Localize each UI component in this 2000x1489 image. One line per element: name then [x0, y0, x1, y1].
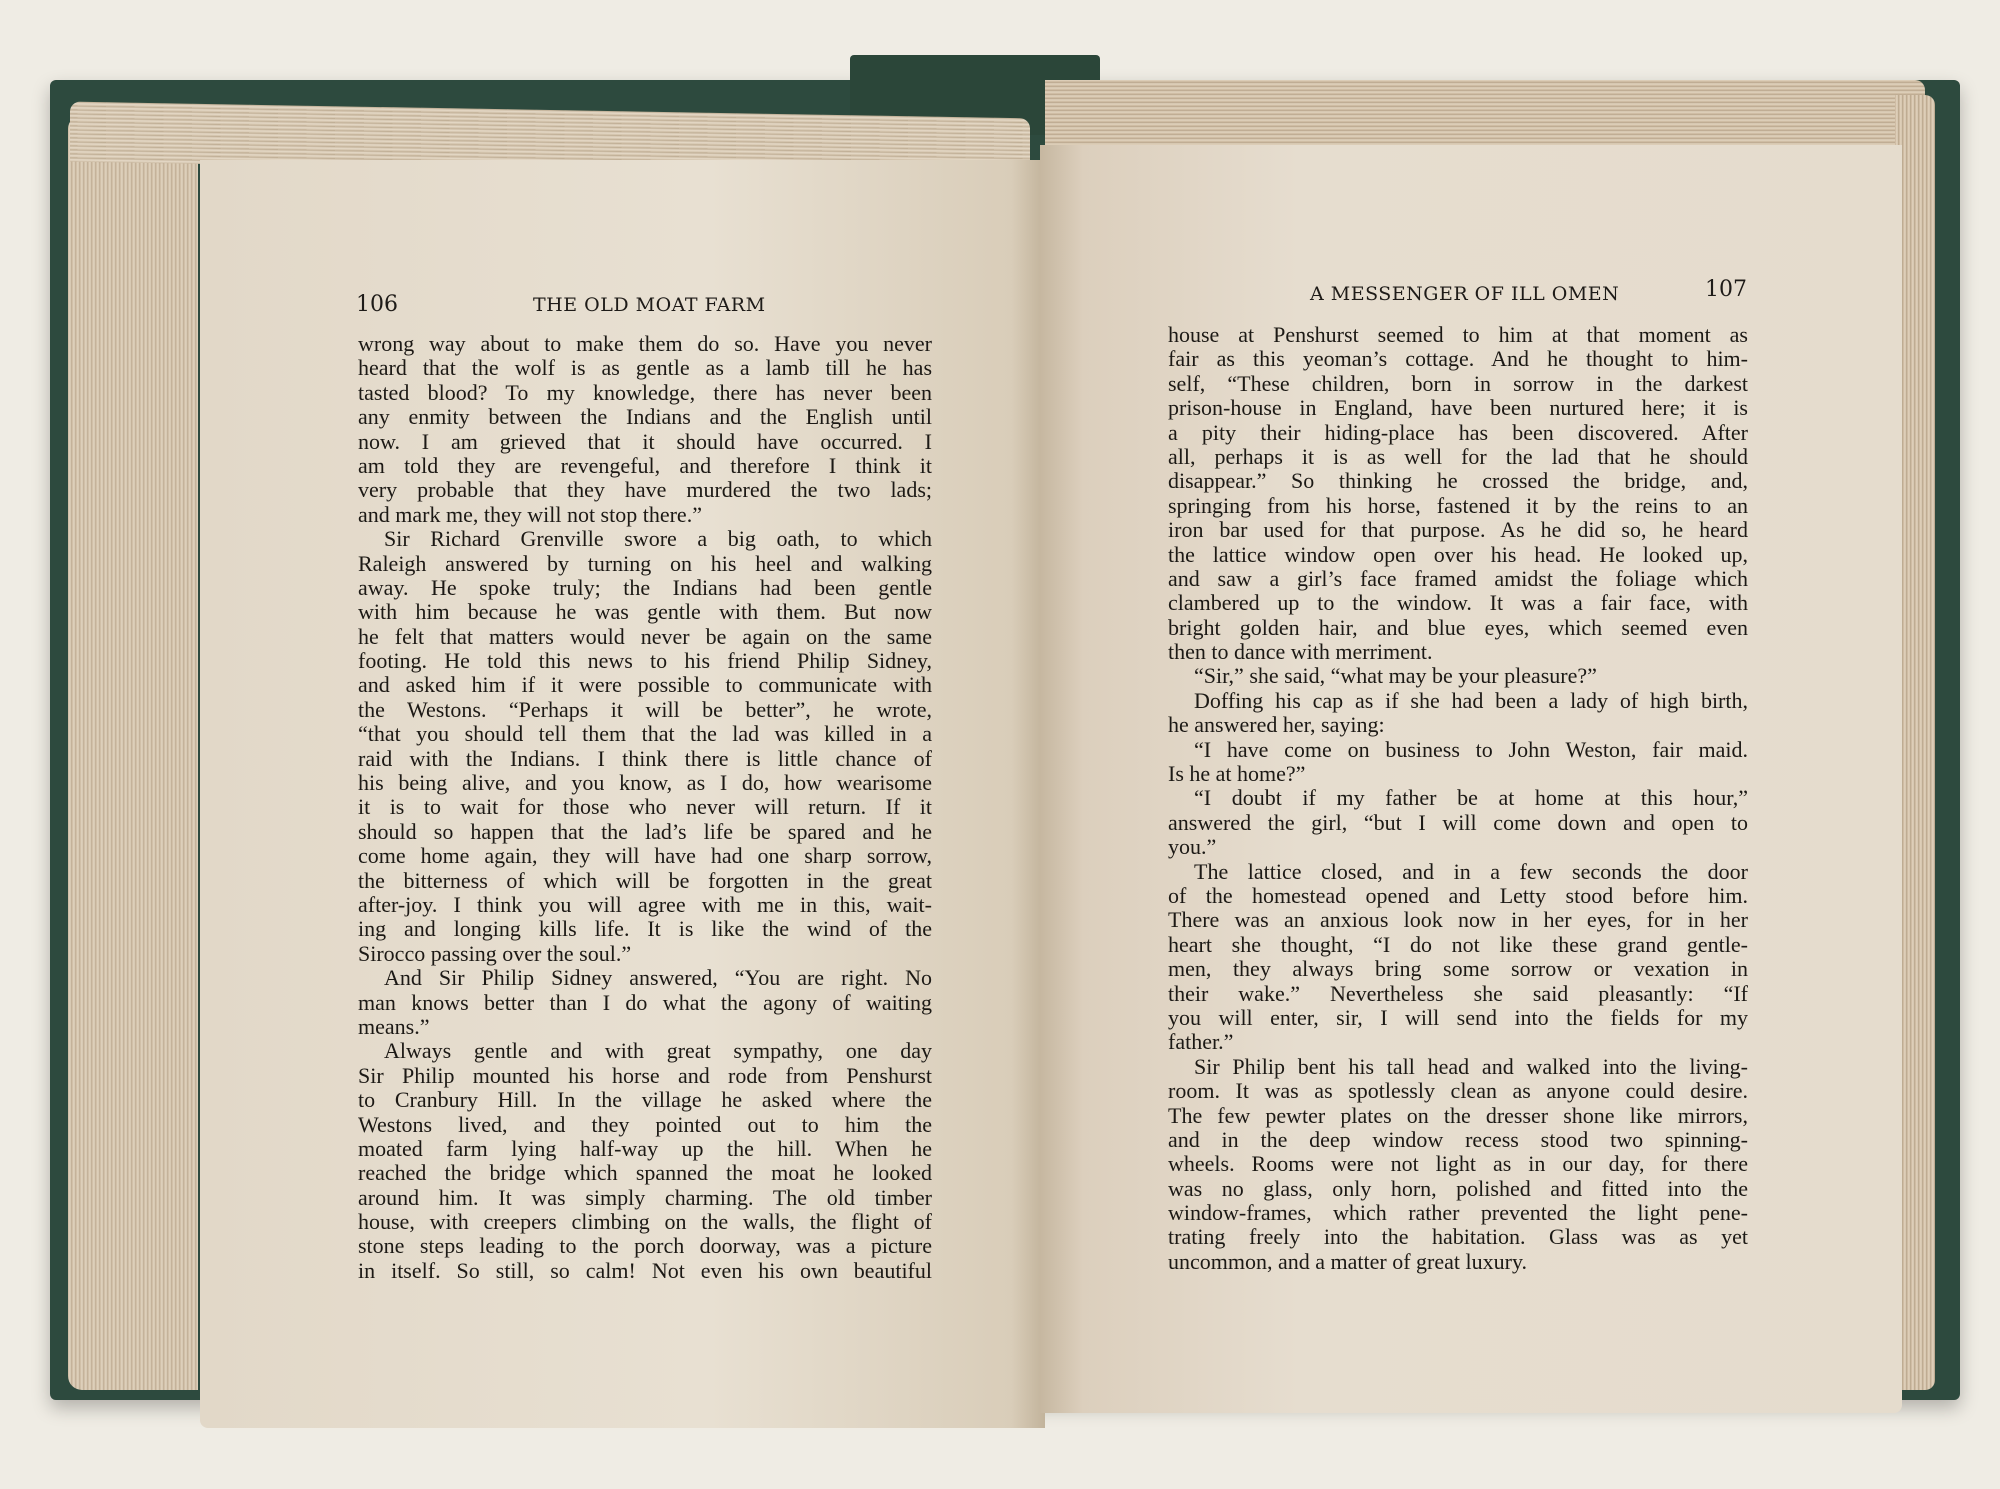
right-page-number: 107: [1705, 277, 1747, 302]
left-page-number: 106: [356, 292, 398, 317]
text-line: and asked him if it were possible to communicate with: [358, 672, 932, 698]
text-line: am told they are revengeful, and therefore I think it: [358, 452, 932, 478]
left-running-head: THE OLD MOAT FARM: [533, 294, 766, 316]
text-line: Is he at home?”: [1168, 761, 1306, 787]
text-line: you will enter, sir, I will send into the fields for my: [1168, 1004, 1748, 1030]
text-line: Always gentle and with great sympathy, one day: [384, 1038, 932, 1064]
text-line: the Westons. “Perhaps it will be better”, he wrote,: [358, 696, 932, 722]
text-line: he answered her, saying:: [1168, 712, 1385, 738]
text-line: answered the girl, “but I will come down and open to: [1168, 809, 1748, 835]
text-line: Sir Philip mounted his horse and rode from Penshurst: [358, 1062, 932, 1088]
text-line: house at Penshurst seemed to him at that moment as: [1168, 322, 1748, 347]
text-line: moated farm lying half-way up the hill. When he: [358, 1135, 932, 1161]
text-line: any enmity between the Indians and the English until: [358, 404, 932, 430]
text-line: Sirocco passing over the soul.”: [358, 940, 632, 966]
text-line: Sir Richard Grenville swore a big oath, to which: [384, 526, 932, 552]
text-line: father.”: [1168, 1029, 1234, 1055]
text-line: heard that the wolf is as gentle as a lamb till he has: [358, 355, 932, 381]
left-page: [200, 160, 1045, 1428]
text-line: “I have come on business to John Weston, fair maid.: [1194, 736, 1748, 762]
text-line: tasted blood? To my knowledge, there has never been: [358, 379, 932, 405]
right-page-body: [1168, 323, 1748, 1274]
text-line: means.”: [358, 1013, 430, 1039]
text-line: all, perhaps it is as well for the lad that he should: [1168, 443, 1748, 469]
text-line: and mark me, they will not stop there.”: [358, 501, 702, 527]
text-line: The few pewter plates on the dresser shone like mirrors,: [1168, 1102, 1748, 1128]
text-line: man knows better than I do what the agony of waiting: [358, 989, 932, 1015]
text-line: to Cranbury Hill. In the village he asked where the: [358, 1087, 932, 1113]
text-line: house, with creepers climbing on the walls, the flight of: [358, 1209, 932, 1235]
text-line: with him because he was gentle with them. But now: [358, 599, 932, 625]
text-line: should so happen that the lad’s life be spared and he: [358, 818, 932, 844]
text-line: he felt that matters would never be again on the same: [358, 623, 932, 649]
right-page: [1040, 145, 1902, 1413]
text-line: around him. It was simply charming. The old timber: [358, 1184, 932, 1210]
text-line: was no glass, only horn, polished and fitted into the: [1168, 1175, 1748, 1201]
text-line: prison-house in England, have been nurtured here; it is: [1168, 395, 1748, 421]
text-line: bright golden hair, and blue eyes, which seemed even: [1168, 614, 1748, 640]
text-line: come home again, they will have had one sharp sorrow,: [358, 843, 932, 869]
text-line: and in the deep window recess stood two spinning-: [1168, 1126, 1748, 1152]
text-line: fair as this yeoman’s cottage. And he thought to him-: [1168, 346, 1748, 372]
text-line: in itself. So still, so calm! Not even his own beautiful: [358, 1257, 932, 1283]
text-line: Westons lived, and they pointed out to him the: [358, 1111, 932, 1137]
text-line: reached the bridge which spanned the moat he looked: [358, 1160, 932, 1186]
page-edges-top-right: [1045, 80, 1925, 150]
right-running-head: A MESSENGER OF ILL OMEN: [1310, 283, 1620, 305]
text-line: the bitterness of which will be forgotten in the great: [358, 867, 932, 893]
text-line: his being alive, and you know, as I do, how wearisome: [358, 770, 932, 796]
text-line: and saw a girl’s face framed amidst the foliage which: [1168, 565, 1748, 591]
page-edges-left: [68, 115, 198, 1390]
text-line: “that you should tell them that the lad was killed in a: [358, 721, 932, 747]
text-line: trating freely into the habitation. Glass was as yet: [1168, 1224, 1748, 1250]
text-line: window-frames, which rather prevented the light pene-: [1168, 1200, 1748, 1226]
text-line: Doffing his cap as if she had been a lady of high birth,: [1194, 687, 1748, 713]
text-line: footing. He told this news to his friend Philip Sidney,: [358, 648, 932, 674]
text-line: after-joy. I think you will agree with me in this, wait-: [358, 891, 932, 917]
text-line: the lattice window open over his head. He looked up,: [1168, 541, 1748, 567]
text-line: a pity their hiding-place has been discovered. After: [1168, 419, 1748, 445]
text-line: raid with the Indians. I think there is little chance of: [358, 745, 932, 771]
text-line: There was an anxious look now in her eyes, for in her: [1168, 907, 1748, 933]
text-line: “Sir,” she said, “what may be your pleasure?”: [1194, 663, 1597, 689]
text-line: The lattice closed, and in a few seconds the door: [1194, 858, 1748, 884]
text-line: “I doubt if my father be at home at this hour,”: [1194, 785, 1748, 811]
text-line: very probable that they have murdered the two lads;: [358, 477, 932, 503]
text-line: And Sir Philip Sidney answered, “You are right. No: [384, 965, 932, 991]
text-line: heart she thought, “I do not like these grand gentle-: [1168, 931, 1748, 957]
text-line: wrong way about to make them do so. Have you never: [358, 331, 932, 356]
text-line: iron bar used for that purpose. As he did so, he heard: [1168, 517, 1748, 543]
text-line: you.”: [1168, 834, 1217, 860]
text-line: it is to wait for those who never will return. If it: [358, 794, 932, 820]
left-page-body: [358, 332, 932, 1283]
text-line: stone steps leading to the porch doorway, was a picture: [358, 1233, 932, 1259]
text-line: men, they always bring some sorrow or vexation in: [1168, 956, 1748, 982]
text-line: Raleigh answered by turning on his heel and walking: [358, 550, 932, 576]
text-line: springing from his horse, fastened it by the reins to an: [1168, 492, 1748, 518]
text-line: their wake.” Nevertheless she said pleasantly: “If: [1168, 980, 1748, 1006]
text-line: then to dance with merriment.: [1168, 639, 1433, 665]
text-line: self, “These children, born in sorrow in the darkest: [1168, 370, 1748, 396]
text-line: disappear.” So thinking he crossed the bridge, and,: [1168, 468, 1748, 494]
text-line: uncommon, and a matter of great luxury.: [1168, 1248, 1528, 1274]
text-line: clambered up to the window. It was a fair face, with: [1168, 590, 1748, 616]
text-line: room. It was as spotlessly clean as anyone could desire.: [1168, 1078, 1748, 1104]
text-line: away. He spoke truly; the Indians had been gentle: [358, 574, 932, 600]
text-line: of the homestead opened and Letty stood before him.: [1168, 882, 1748, 908]
text-line: Sir Philip bent his tall head and walked into the living-: [1194, 1053, 1748, 1079]
text-line: ing and longing kills life. It is like the wind of the: [358, 916, 932, 942]
text-line: now. I am grieved that it should have occurred. I: [358, 428, 932, 454]
text-line: wheels. Rooms were not light as in our day, for there: [1168, 1151, 1748, 1177]
